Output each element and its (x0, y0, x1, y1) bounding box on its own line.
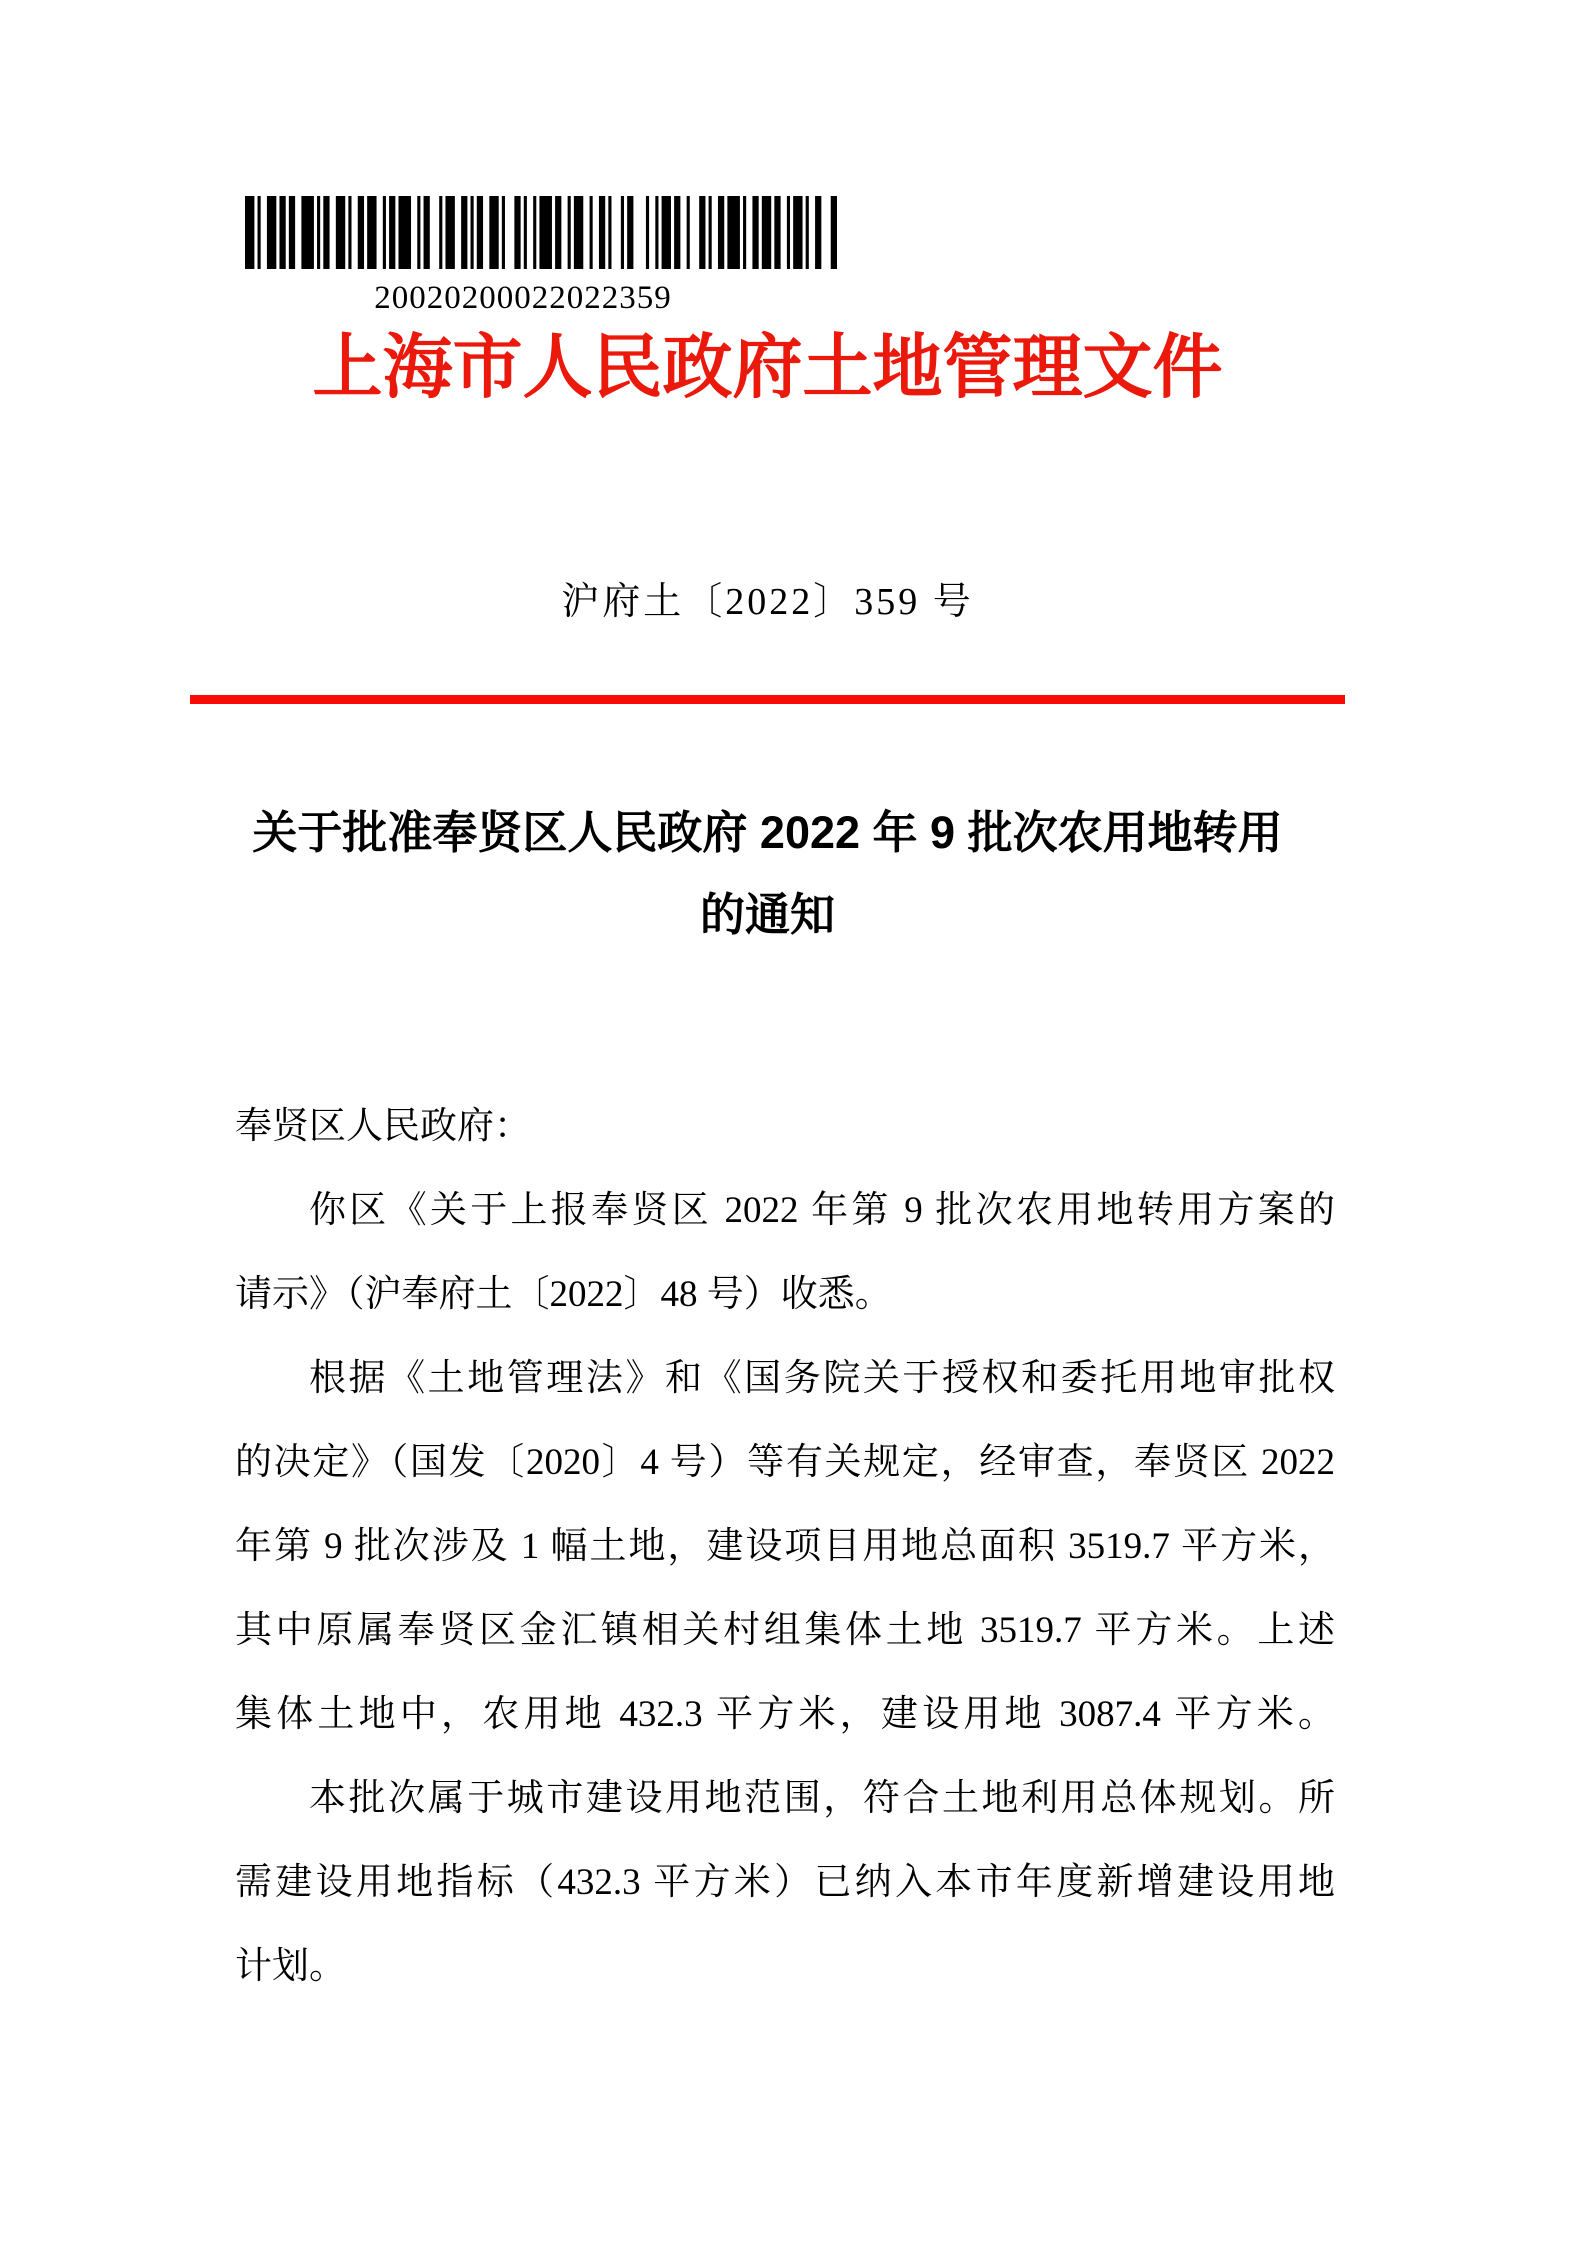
body-line: 集体土地中，农用地 432.3 平方米，建设用地 3087.4 平方米。 (235, 1694, 1335, 1735)
notice-title-line1: 关于批准奉贤区人民政府 2022 年 9 批次农用地转用 (252, 807, 1283, 858)
body-line: 需建设用地指标（432.3 平方米）已纳入本市年度新增建设用地 (235, 1862, 1335, 1903)
red-separator-line (190, 695, 1345, 704)
notice-title-line2: 的通知 (699, 889, 835, 940)
body-line: 根据《土地管理法》和《国务院关于授权和委托用地审批权 (309, 1358, 1335, 1399)
barcode (245, 196, 837, 269)
document-header-title: 上海市人民政府土地管理文件 (312, 330, 1223, 407)
barcode-svg (245, 196, 837, 269)
body-line: 的决定》（国发〔2020〕4 号）等有关规定，经审查，奉贤区 2022 (235, 1442, 1335, 1483)
body-line: 奉贤区人民政府： (235, 1106, 531, 1147)
notice-title (190, 792, 1345, 956)
document-body (235, 1085, 1335, 2009)
body-line: 请示》（沪奉府土〔2022〕48 号）收悉。 (235, 1274, 892, 1315)
body-line: 年第 9 批次涉及 1 幅土地，建设项目用地总面积 3519.7 平方米， (235, 1526, 1335, 1567)
body-line: 本批次属于城市建设用地范围，符合土地利用总体规划。所 (309, 1778, 1335, 1819)
document-number: 沪府土〔2022〕359 号 (561, 581, 974, 623)
body-line: 你区《关于上报奉贤区 2022 年第 9 批次农用地转用方案的 (309, 1190, 1335, 1231)
body-line: 其中原属奉贤区金汇镇相关村组集体土地 3519.7 平方米。上述 (235, 1610, 1335, 1651)
body-line: 计划。 (235, 1946, 346, 1987)
barcode-number: 20020200022022359 (374, 280, 672, 316)
